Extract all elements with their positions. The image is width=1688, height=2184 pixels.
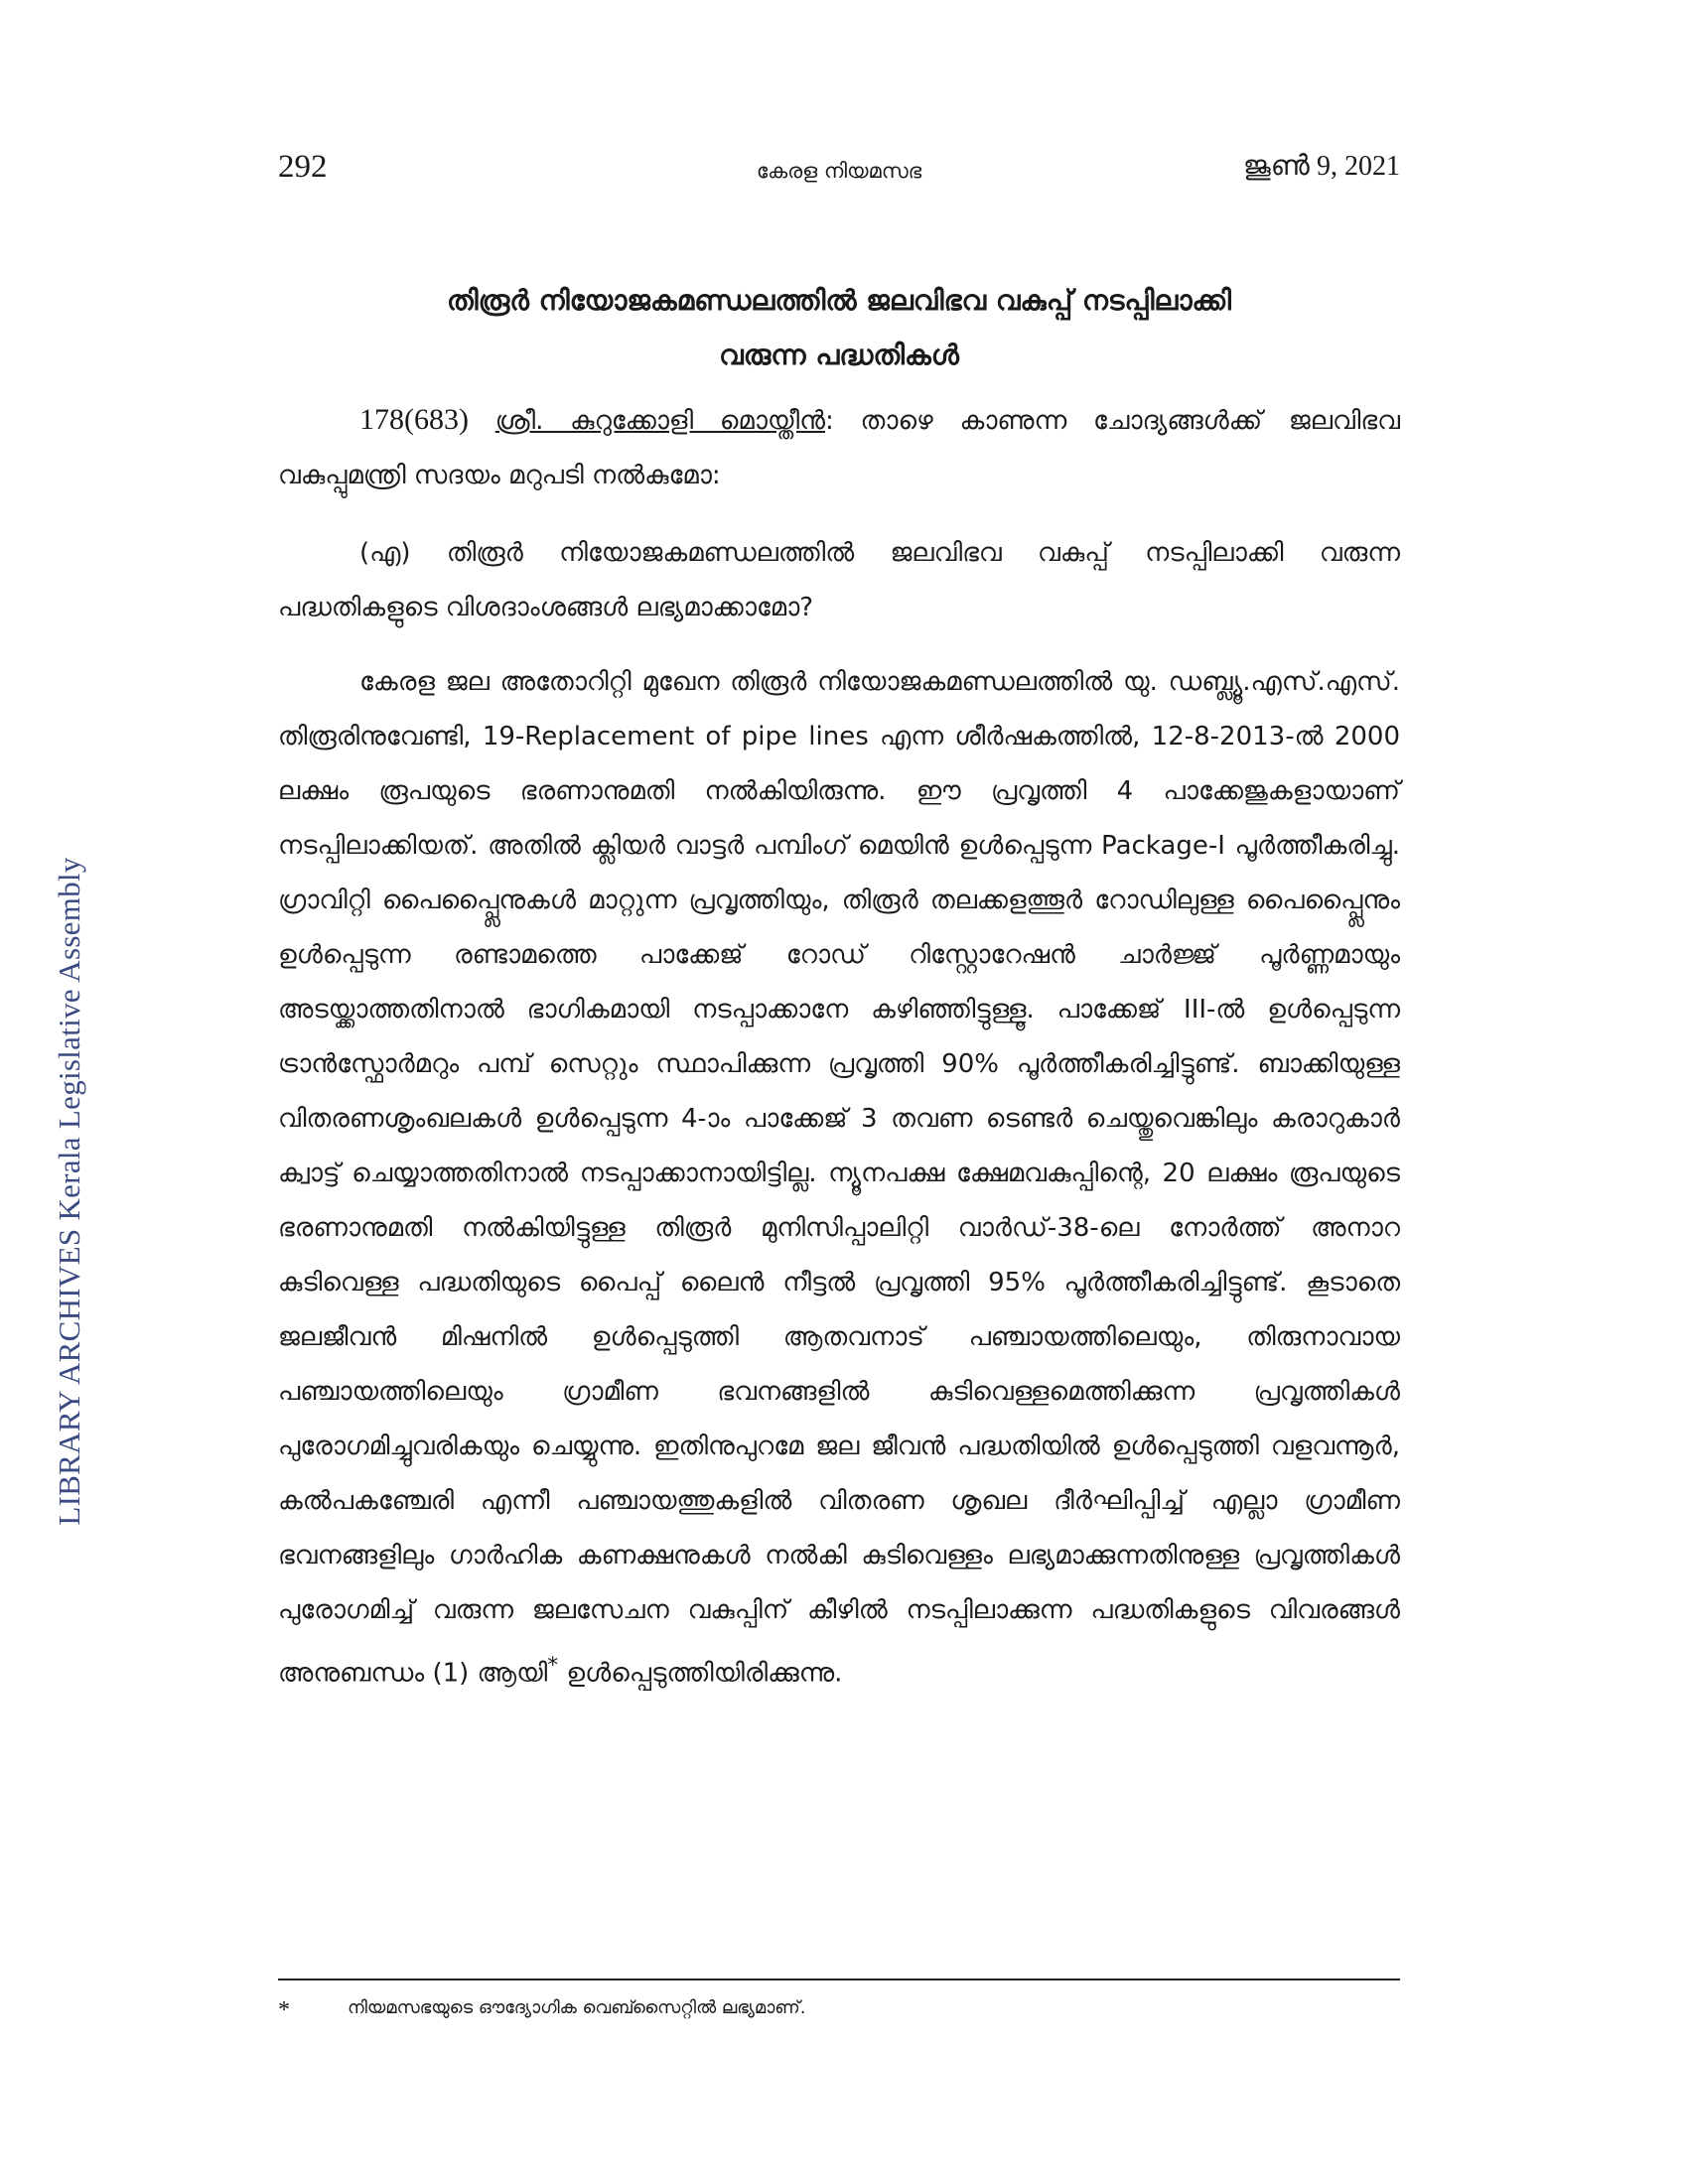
archive-watermark: LIBRARY ARCHIVES Kerala Legislative Assembly <box>52 857 86 1526</box>
header-date: ജൂൺ 9, 2021 <box>1243 151 1400 182</box>
question-sub-a: (എ) തിരൂർ നിയോജകമണ്ഡലത്തിൽ ജലവിഭവ വകുപ്പ് നടപ്പിലാക്കി വരുന്ന പദ്ധതികളുടെ വിശദാംശങ്ങൾ ലഭ്യമാക്കാമോ? <box>278 538 1400 622</box>
question-text: : താഴെ കാണുന്ന ചോദ്യങ്ങൾക്ക് ജലവിഭവ വകുപ്പുമന്ത്രി സദയം മറുപടി നൽകുമോ: <box>278 406 1401 490</box>
answer-paragraph <box>278 655 1400 1702</box>
title-line-2: വരുന്ന പദ്ധതികൾ <box>719 339 959 371</box>
footnote-reference: * <box>547 1653 559 1678</box>
footnote <box>278 1997 1400 2024</box>
page-header <box>278 149 1400 199</box>
page-number: 292 <box>278 149 328 185</box>
question-number: 178(683) <box>359 403 469 436</box>
answer-text: കേരള ജല അതോറിറ്റി മുഖേന തിരൂർ നിയോജകമണ്ഡലത്തിൽ യു. ഡബ്ല്യൂ.എസ്.എസ്. തിരൂരിനുവേണ്ടി, 19-Replacement of pipe lines എന്ന ശീർഷകത്തിൽ, 12-8-2013-ൽ 2000 ലക്ഷം രൂപയുടെ ഭരണാനുമതി നൽകിയിരുന്നു. ഈ പ്രവൃത്തി 4 പാക്കേജുകളായാണ് നടപ്പിലാക്കിയത്. അതിൽ ക്ലിയർ വാട്ടർ പമ്പിംഗ് മെയിൻ ഉൾപ്പെടുന്ന Package-I പൂർത്തീകരിച്ചു. ഗ്രാവിറ്റി പൈപ്പ്ലൈനുകൾ മാറ്റുന്ന പ്രവൃത്തിയും, തിരൂർ തലക്കളത്തൂർ റോഡിലുള്ള പൈപ്പ്ലൈനും ഉൾപ്പെടുന്ന രണ്ടാമത്തെ പാക്കേജ് റോഡ് റിസ്റ്റോറേഷൻ ചാർജ്ജ് പൂർണ്ണമായും അടയ്ക്കാത്തതിനാൽ ഭാഗികമായി നടപ്പാക്കാനേ കഴിഞ്ഞിട്ടുള്ളൂ. പാക്കേജ് III-ൽ ഉൾപ്പെടുന്ന ട്രാൻസ്ഫോർമറും പമ്പ് സെറ്റും സ്ഥാപിക്കുന്ന പ്രവൃത്തി 90% പൂർത്തീകരിച്ചിട്ടുണ്ട്. ബാക്കിയുള്ള വിതരണശൃംഖലകൾ ഉൾപ്പെടുന്ന 4-ാം പാക്കേജ് 3 തവണ ടെണ്ടർ ചെയ്തുവെങ്കിലും കരാറുകാർ ക്വാട്ട് ചെയ്യാത്തതിനാൽ നടപ്പാക്കാനായിട്ടില്ല. ന്യൂനപക്ഷ ക്ഷേമവകുപ്പിന്റെ, 20 ലക്ഷം രൂപയുടെ ഭരണാനുമതി നൽകിയിട്ടുള്ള തിരൂർ മുനിസിപ്പാലിറ്റി വാർഡ്-38-ലെ നോർത്ത് അനാറ കുടിവെള്ള പദ്ധതിയുടെ പൈപ്പ് ലൈൻ നീട്ടൽ പ്രവൃത്തി 95% പൂർത്തീകരിച്ചിട്ടുണ്ട്. കൂടാതെ ജലജീവൻ മിഷനിൽ ഉൾപ്പെടുത്തി ആതവനാട് പഞ്ചായത്തിലെയും, തിരുനാവായ പഞ്ചായത്തിലെയും ഗ്രാമീണ ഭവനങ്ങളിൽ കുടിവെള്ളമെത്തിക്കുന്ന പ്രവൃത്തികൾ പുരോഗമിച്ചുവരികയും ചെയ്യുന്നു. ഇതിനുപുറമേ ജല ജീവൻ പദ്ധതിയിൽ ഉൾപ്പെടുത്തി വളവന്നൂർ, കൽപകഞ്ചേരി എന്നീ പഞ്ചായത്തുകളിൽ വിതരണ ശൃഖല ദീർഘിപ്പിച്ച് എല്ലാ ഗ്രാമീണ ഭവനങ്ങളിലും ഗാർഹിക കണക്ഷനുകൾ നൽകി കുടിവെള്ളം ലഭ്യമാക്കുന്നതിനുള്ള പ്രവൃത്തികൾ പുരോഗമിച്ച് വരുന്ന ജലസേചന വകുപ്പിന് കീഴിൽ നടപ്പിലാക്കുന്ന പദ്ധതികളുടെ വിവരങ്ങൾ അനുബന്ധം (1) ആയി <box>278 667 1400 1689</box>
question-sub-block <box>278 526 1400 635</box>
footnote-mark: * <box>278 1997 290 2023</box>
question-paragraph <box>278 392 1400 503</box>
running-title: കേരള നിയമസഭ <box>756 159 922 183</box>
title-line-1: തിരൂർ നിയോജകമണ്ഡലത്തിൽ ജലവിഭവ വകുപ്പ് നടപ്പിലാക്കി <box>446 284 1232 317</box>
footnote-divider <box>278 1979 1400 1980</box>
footnote-text: നിയമസഭയുടെ ഔദ്യോഗിക വെബ്സൈറ്റിൽ ലഭ്യമാണ്. <box>348 1997 806 2018</box>
answer-block <box>278 655 1400 1702</box>
member-name: ശ്രീ. കുറുക്കോളി മൊയ്തീൻ <box>494 406 825 436</box>
page-title <box>278 273 1400 382</box>
answer-tail: ഉൾപ്പെടുത്തിയിരിക്കുന്നു. <box>558 1658 843 1689</box>
question-block <box>278 392 1400 503</box>
